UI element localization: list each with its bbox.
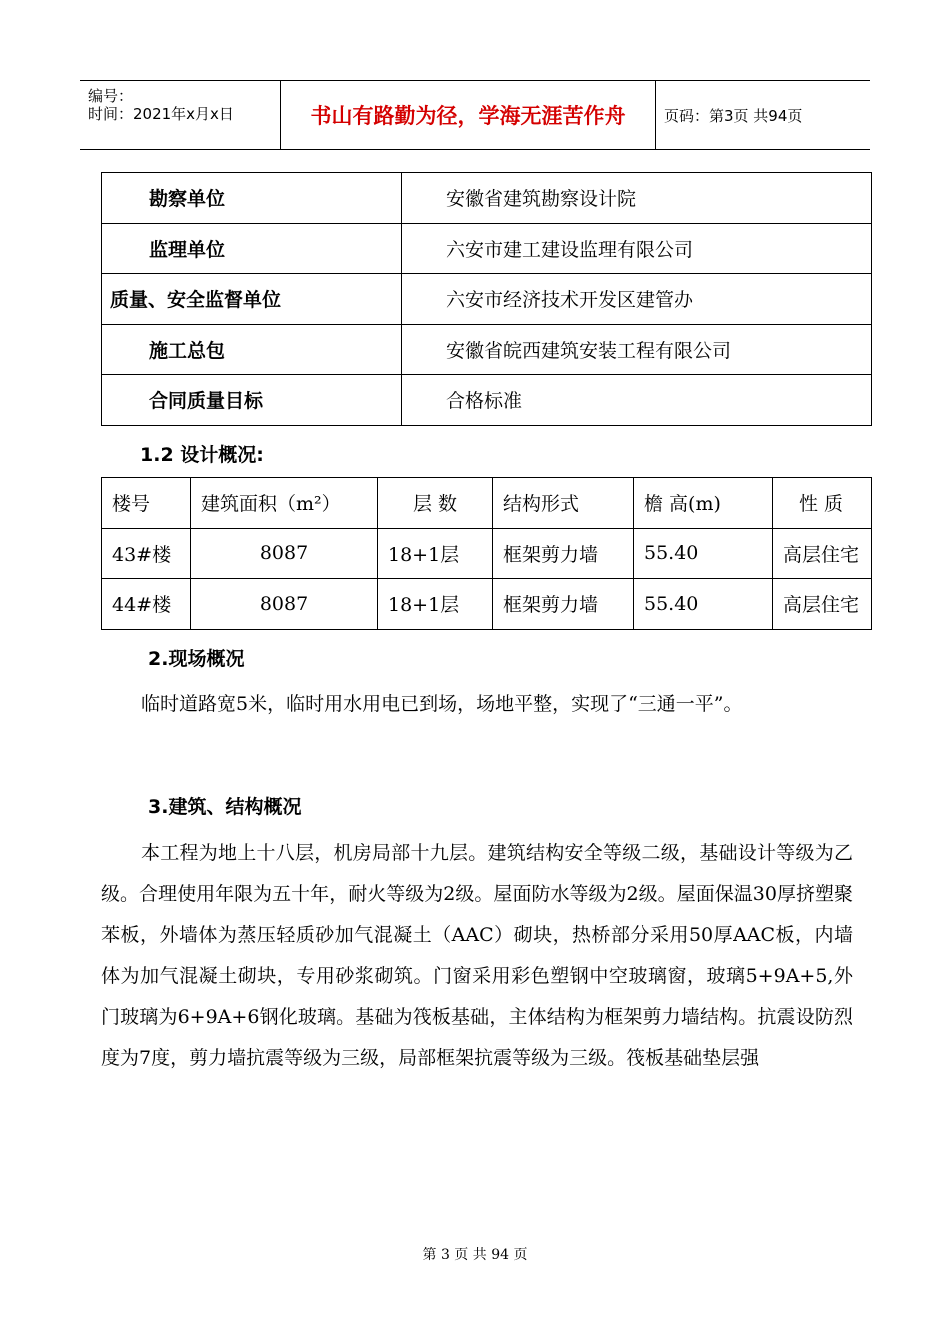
table-cell: 55.40 [634, 579, 773, 630]
unit-value: 安徽省皖西建筑安装工程有限公司 [402, 324, 872, 375]
column-header: 楼号 [102, 478, 191, 529]
table-row [102, 324, 872, 375]
design-heading: 1.2 设计概况: [140, 444, 264, 466]
column-header: 性 质 [773, 478, 872, 529]
table-cell: 8087 [191, 579, 378, 630]
number-label: 编号： [88, 87, 134, 105]
unit-value: 安徽省建筑勘察设计院 [402, 173, 872, 224]
structure-heading: 3.建筑、结构概况 [148, 796, 302, 818]
table-row [102, 579, 872, 630]
site-paragraph: 临时道路宽5米，临时用水用电已到场，场地平整，实现了“三通一平”。 [141, 693, 743, 715]
table-cell: 高层住宅 [773, 579, 872, 630]
table-cell: 18+1层 [378, 579, 493, 630]
table-row [102, 223, 872, 274]
column-header: 檐 高(m) [634, 478, 773, 529]
table-header-row [102, 478, 872, 529]
table-cell: 18+1层 [378, 528, 493, 579]
table-cell: 框架剪力墙 [493, 528, 634, 579]
unit-value: 合格标准 [402, 375, 872, 426]
header-meta [88, 87, 234, 123]
column-header: 建筑面积（m²） [191, 478, 378, 529]
unit-label: 合同质量目标 [102, 375, 402, 426]
unit-label: 监理单位 [102, 223, 402, 274]
table-row [102, 528, 872, 579]
table-row [102, 375, 872, 426]
table-cell: 高层住宅 [773, 528, 872, 579]
unit-value: 六安市经济技术开发区建管办 [402, 274, 872, 325]
unit-label: 勘察单位 [102, 173, 402, 224]
unit-label: 施工总包 [102, 324, 402, 375]
structure-paragraph: 本工程为地上十八层，机房局部十九层。建筑结构安全等级二级，基础设计等级为乙级。合理使用年限为五十年，耐火等级为2级。屋面防水等级为2级。屋面保温30厚挤塑聚苯板，外墙体为蒸压轻质砂加气混凝土（AAC）砌块，热桥部分采用50厚AAC板，内墙体为加气混凝土砌块，专用砂浆砌筑。门窗采用彩色塑钢中空玻璃窗，玻璃5+9A+5,外门玻璃为6+9A+6钢化玻璃。基础为筏板基础，主体结构为框架剪力墙结构。抗震设防烈度为7度，剪力墙抗震等级为三级，局部框架抗震等级为三级。筏板基础垫层强 [101, 842, 853, 1069]
page-header [80, 80, 870, 150]
page-footer: 第 3 页 共 94 页 [422, 1247, 528, 1263]
table-row [102, 274, 872, 325]
header-motto: 书山有路勤为径，学海无涯苦作舟 [310, 104, 626, 128]
table-row [102, 173, 872, 224]
unit-value: 六安市建工建设监理有限公司 [402, 223, 872, 274]
unit-label: 质量、安全监督单位 [102, 274, 402, 325]
table-cell: 44#楼 [102, 579, 191, 630]
column-header: 层 数 [378, 478, 493, 529]
table-cell: 55.40 [634, 528, 773, 579]
units-table [101, 172, 872, 426]
design-table [101, 477, 872, 630]
header-page-info: 页码：第3页 共94页 [664, 106, 803, 125]
time-label: 时间：2021年x月x日 [88, 105, 234, 123]
column-header: 结构形式 [493, 478, 634, 529]
table-cell: 框架剪力墙 [493, 579, 634, 630]
table-cell: 43#楼 [102, 528, 191, 579]
site-heading: 2.现场概况 [148, 648, 245, 670]
header-divider [655, 81, 656, 149]
table-cell: 8087 [191, 528, 378, 579]
